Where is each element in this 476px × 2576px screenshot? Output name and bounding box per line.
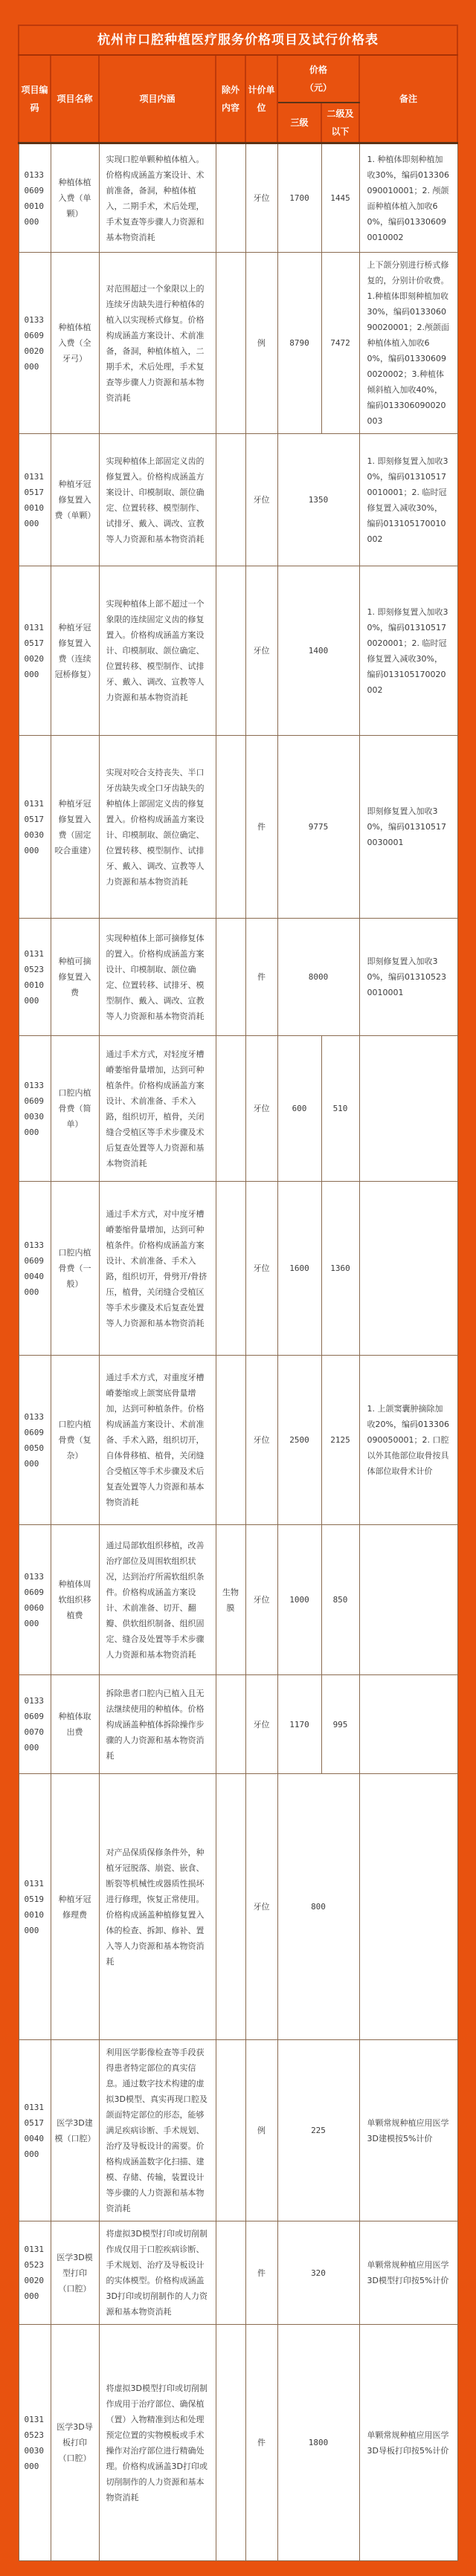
cell-content: 实现种植体上部不超过一个象限的连续固定义齿的修复置入。价格构成涵盖方案设计、印模制取、颌位确定、位置转移、模型制作、试排牙、戴入、调改、宣教等人力资源和基本物资消耗 <box>99 566 216 736</box>
cell-remark: 单颗常规种植应用医学3D导板打印按5%计价 <box>359 2325 457 2561</box>
cell-exclusion <box>216 253 245 434</box>
cell-price-l2: 7472 <box>321 253 359 434</box>
col-header-price-l3: 三级 <box>277 103 321 143</box>
cell-content: 将虚拟3D模型打印或切削制作成仅用于口腔疾病诊断、手术规划、治疗及导板设计的实体模型。价格构成涵盖3D打印或切削制作的人力资源和基本物资消耗 <box>99 2221 216 2325</box>
col-header-unit: 计价单位 <box>245 55 277 143</box>
table-row <box>19 1675 457 1774</box>
cell-name: 种植牙冠修复置入费（固定咬合重建） <box>51 736 99 919</box>
col-header-price-group <box>277 55 359 103</box>
cell-exclusion <box>216 2221 245 2325</box>
cell-code: 013306090070000 <box>19 1675 51 1774</box>
cell-remark <box>359 1182 457 1356</box>
title-row <box>19 25 457 55</box>
cell-remark <box>359 1675 457 1774</box>
cell-content: 通过手术方式，对中度牙槽嵴萎缩骨量增加，达到可种植条件。价格构成涵盖方案设计、术前准备、手术入路，组织切开，骨劈开/骨挤压，植骨，关闭缝合受植区等手术步骤及术后复查处置等人力资源和基本物资消耗 <box>99 1182 216 1356</box>
cell-exclusion <box>216 566 245 736</box>
cell-content: 将虚拟3D模型打印或切削制作成用于治疗部位、确保植（置）入物精准到达和处理预定位置的实物模板或手术操作对治疗部位进行精确处理。价格构成涵盖3D打印或切削制作的人力资源和基本物资消耗 <box>99 2325 216 2561</box>
cell-price: 1400 <box>277 566 359 736</box>
cell-code: 013306090050000 <box>19 1356 51 1525</box>
cell-name: 医学3D导板打印（口腔） <box>51 2325 99 2561</box>
table-header <box>19 25 457 143</box>
cell-price: 320 <box>277 2221 359 2325</box>
cell-price-l3: 1000 <box>277 1525 321 1675</box>
cell-content: 实现对咬合支持丧失、半口牙齿缺失或全口牙齿缺失的种植体上部固定义齿的修复置入。价格构成涵盖方案设计、印模制取、颌位确定、位置转移、模型制作、试排牙、戴入、调改、宣教等人力资源和基本物资消耗 <box>99 736 216 919</box>
col-header-name: 项目名称 <box>51 55 99 143</box>
cell-remark: 单颗常规种植应用医学3D模型打印按5%计价 <box>359 2221 457 2325</box>
cell-code: 013105230010000 <box>19 919 51 1036</box>
cell-remark: 1. 上颌窦囊肿摘除加收20%，编码013306090050001；2. 口腔以外其他部位取骨按具体部位取骨术计价 <box>359 1356 457 1525</box>
col-header-code: 项目编码 <box>19 55 51 143</box>
cell-price-l3: 600 <box>277 1036 321 1182</box>
cell-remark: 即刻修复置入加收30%，编码013105230010001 <box>359 919 457 1036</box>
cell-price-l2: 1360 <box>321 1182 359 1356</box>
cell-content: 实现种植体上部固定义齿的修复置入。价格构成涵盖方案设计、印模制取、颌位确定、位置转移、模型制作、试排牙、戴入、调改、宣教等人力资源和基本物资消耗 <box>99 434 216 566</box>
cell-remark: 1. 种植体即刻种植加收30%，编码013306090010001；2. 颅颌面种植体植入加收60%，编码013306090010002 <box>359 143 457 253</box>
cell-unit: 牙位 <box>245 143 277 253</box>
page-title: 杭州市口腔种植医疗服务价格项目及试行价格表 <box>19 25 457 55</box>
col-header-price-l2: 二级及以下 <box>321 103 359 143</box>
cell-price-l3: 1600 <box>277 1182 321 1356</box>
cell-price-l3: 1700 <box>277 143 321 253</box>
cell-name: 医学3D建模（口腔） <box>51 2040 99 2221</box>
cell-code: 013105190010000 <box>19 1774 51 2040</box>
cell-exclusion <box>216 1356 245 1525</box>
table-row <box>19 434 457 566</box>
cell-unit: 牙位 <box>245 1525 277 1675</box>
col-header-content: 项目内涵 <box>99 55 216 143</box>
cell-price-l2: 1445 <box>321 143 359 253</box>
cell-unit: 件 <box>245 736 277 919</box>
cell-code: 013306090040000 <box>19 1182 51 1356</box>
cell-remark: 单颗常规种植应用医学3D建模按5%计价 <box>359 2040 457 2221</box>
cell-name: 医学3D模型打印（口腔） <box>51 2221 99 2325</box>
cell-content: 通过局部软组织移植，改善治疗部位及周围软组织状况，达到治疗所需软组织条件。价格构成涵盖方案设计、术前准备、切开、翻瓣、供软组织制备、组织固定、缝合及处置等手术步骤人力资源和基本物资消耗 <box>99 1525 216 1675</box>
cell-content: 拆除患者口腔内已植入且无法继续使用的种植体。价格构成涵盖种植体拆除操作步骤的人力资源和基本物资消耗 <box>99 1675 216 1774</box>
cell-price: 1350 <box>277 434 359 566</box>
price-group-label-top: 价格 <box>309 65 327 75</box>
table-row <box>19 143 457 253</box>
cell-code: 013105170010000 <box>19 434 51 566</box>
header-row <box>19 55 457 103</box>
cell-price-l3: 8790 <box>277 253 321 434</box>
cell-remark: 1. 即刻修复置入加收30%，编码013105170020001；2. 临时冠修复置入减收30%，编码013105170020002 <box>359 566 457 736</box>
cell-name: 种植牙冠修理费 <box>51 1774 99 2040</box>
cell-code: 013105230030000 <box>19 2325 51 2561</box>
cell-exclusion <box>216 143 245 253</box>
cell-unit: 牙位 <box>245 1036 277 1182</box>
cell-code: 013306090010000 <box>19 143 51 253</box>
cell-exclusion: 生物膜 <box>216 1525 245 1675</box>
cell-unit: 例 <box>245 2040 277 2221</box>
cell-price: 8000 <box>277 919 359 1036</box>
table-row <box>19 1182 457 1356</box>
cell-code: 013306090060000 <box>19 1525 51 1675</box>
table-row <box>19 566 457 736</box>
cell-content: 对产品保质保修条件外，种植牙冠脱落、崩瓷、嵌食、断裂等机械性或器质性损坏进行修理，恢复正常使用。价格构成涵盖种植修复置入体的检查、拆卸、修补、置入等人力资源和基本物资消耗 <box>99 1774 216 2040</box>
cell-unit: 件 <box>245 2325 277 2561</box>
table-row <box>19 1525 457 1675</box>
cell-unit: 牙位 <box>245 434 277 566</box>
cell-exclusion <box>216 1182 245 1356</box>
cell-price-l2: 995 <box>321 1675 359 1774</box>
table-row <box>19 919 457 1036</box>
cell-name: 口腔内植骨费（复杂） <box>51 1356 99 1525</box>
cell-remark <box>359 1036 457 1182</box>
table-row <box>19 2040 457 2221</box>
cell-name: 种植体周软组织移植费 <box>51 1525 99 1675</box>
cell-exclusion <box>216 1774 245 2040</box>
cell-code: 013306090030000 <box>19 1036 51 1182</box>
cell-name: 种植体取出费 <box>51 1675 99 1774</box>
cell-code: 013105230020000 <box>19 2221 51 2325</box>
table-row <box>19 2325 457 2561</box>
cell-price: 9775 <box>277 736 359 919</box>
table-row <box>19 1774 457 2040</box>
cell-name: 种植牙冠修复置入费（连续冠桥修复） <box>51 566 99 736</box>
cell-name: 种植体植入费（单颗） <box>51 143 99 253</box>
cell-unit: 牙位 <box>245 1356 277 1525</box>
cell-remark: 1. 即刻修复置入加收30%，编码013105170010001；2. 临时冠修复置入减收30%，编码013105170010002 <box>359 434 457 566</box>
cell-price-l2: 850 <box>321 1525 359 1675</box>
table-row <box>19 2221 457 2325</box>
cell-unit: 件 <box>245 919 277 1036</box>
cell-code: 013306090020000 <box>19 253 51 434</box>
cell-unit: 牙位 <box>245 1182 277 1356</box>
cell-price: 800 <box>277 1774 359 2040</box>
cell-price: 225 <box>277 2040 359 2221</box>
cell-code: 013105170020000 <box>19 566 51 736</box>
cell-unit: 牙位 <box>245 1774 277 2040</box>
cell-exclusion <box>216 2325 245 2561</box>
cell-remark: 上下颌分别进行桥式修复的，分别计价收费。1.种植体即刻种植加收30%，编码013306090020001；2.颅颌面种植体植入加收60%，编码013306090020002；3.种植体倾斜植入加收40%，编码013306090020003 <box>359 253 457 434</box>
cell-content: 通过手术方式，对轻度牙槽嵴萎缩骨量增加，达到可种植条件。价格构成涵盖方案设计、术前准备、手术入路，组织切开，植骨，关闭缝合受植区等手术步骤及术后复查处置等人力资源和基本物资消耗 <box>99 1036 216 1182</box>
table-row <box>19 1036 457 1182</box>
table-body <box>19 143 457 2561</box>
cell-price-l3: 1170 <box>277 1675 321 1774</box>
cell-name: 种植体植入费（全牙弓） <box>51 253 99 434</box>
cell-remark: 即刻修复置入加收30%，编码013105170030001 <box>359 736 457 919</box>
table-row <box>19 736 457 919</box>
cell-remark <box>359 1525 457 1675</box>
table-row <box>19 1356 457 1525</box>
cell-exclusion <box>216 736 245 919</box>
cell-remark <box>359 1774 457 2040</box>
price-table <box>18 25 458 2561</box>
cell-exclusion <box>216 434 245 566</box>
cell-content: 实现种植体上部可摘修复体的置入。价格构成涵盖方案设计、印模制取、颌位确定、位置转移、试排牙、模型制作、戴入、调改、宣教等人力资源和基本物资消耗 <box>99 919 216 1036</box>
cell-code: 013105170030000 <box>19 736 51 919</box>
cell-name: 口腔内植骨费（一般） <box>51 1182 99 1356</box>
cell-code: 013105170040000 <box>19 2040 51 2221</box>
table-row <box>19 253 457 434</box>
price-group-label-bottom: （元） <box>304 82 332 93</box>
col-header-exclusion: 除外内容 <box>216 55 245 143</box>
cell-unit: 牙位 <box>245 1675 277 1774</box>
cell-unit: 件 <box>245 2221 277 2325</box>
cell-name: 口腔内植骨费（简单） <box>51 1036 99 1182</box>
cell-content: 通过手术方式，对重度牙槽嵴萎缩或上颌窦底骨量增加，达到可种植条件。价格构成涵盖方案设计、术前准备、手术入路，组织切开，自体骨移植、植骨，关闭缝合受植区等手术步骤及术后复查处置等人力资源和基本物资消耗 <box>99 1356 216 1525</box>
cell-content: 实现口腔单颗种植体植入。价格构成涵盖方案设计、术前准备，备洞，种植体植入，二期手术，术后处理，手术复查等步骤人力资源和基本物资消耗 <box>99 143 216 253</box>
cell-unit: 例 <box>245 253 277 434</box>
cell-content: 对范围超过一个象限以上的连续牙齿缺失进行种植体的植入以实现桥式修复。价格构成涵盖方案设计、术前准备，备洞，种植体植入，二期手术，术后处理，手术复查等步骤人力资源和基本物资消耗 <box>99 253 216 434</box>
cell-exclusion <box>216 919 245 1036</box>
cell-exclusion <box>216 1675 245 1774</box>
cell-content: 利用医学影像检查等手段获得患者特定部位的真实信息。通过数字技术构建的虚拟3D模型、真实再现口腔及颌面特定部位的形态，能够满足疾病诊断、手术规划、治疗及导板设计的需要。价格构成涵盖数字化扫描、建模、存储、传输，装置设计等步骤的人力资源和基本物资消耗 <box>99 2040 216 2221</box>
cell-price-l2: 2125 <box>321 1356 359 1525</box>
cell-price-l3: 2500 <box>277 1356 321 1525</box>
col-header-remark: 备注 <box>359 55 457 143</box>
cell-exclusion <box>216 2040 245 2221</box>
cell-name: 种植可摘修复置入费 <box>51 919 99 1036</box>
cell-name: 种植牙冠修复置入费（单颗） <box>51 434 99 566</box>
cell-price: 1800 <box>277 2325 359 2561</box>
cell-exclusion <box>216 1036 245 1182</box>
cell-unit: 牙位 <box>245 566 277 736</box>
cell-price-l2: 510 <box>321 1036 359 1182</box>
